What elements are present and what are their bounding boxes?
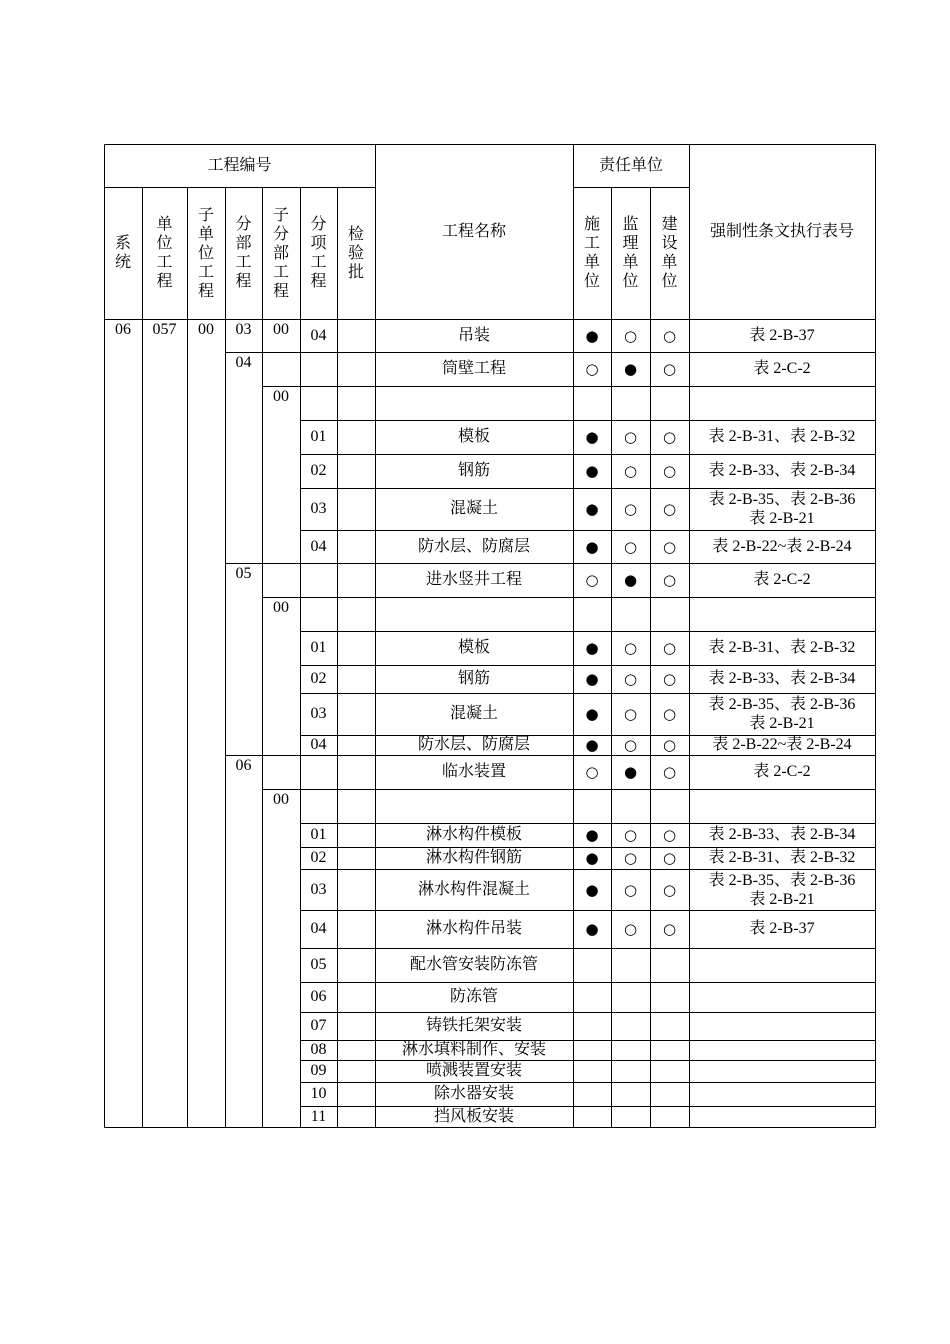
project-name-cell bbox=[375, 597, 573, 631]
supervision-unit-mark bbox=[611, 948, 650, 982]
mandatory-table-ref bbox=[689, 982, 875, 1012]
construction-unit-mark: ● bbox=[585, 537, 599, 556]
item-code bbox=[300, 597, 337, 631]
owner-unit-mark bbox=[650, 386, 689, 420]
mandatory-table-ref: 表 2-B-31、表 2-B-32 bbox=[708, 428, 856, 445]
item-code: 04 bbox=[310, 920, 327, 937]
construction-unit-mark: ● bbox=[585, 500, 599, 518]
project-name-cell: 混凝土 bbox=[449, 500, 498, 517]
code-subdivision: 00 bbox=[273, 388, 289, 405]
construction-unit-mark: ● bbox=[585, 920, 599, 938]
header-responsible: 责任单位 bbox=[598, 156, 663, 174]
item-code: 03 bbox=[310, 880, 327, 898]
owner-unit-mark: ○ bbox=[662, 880, 677, 899]
construction-unit-mark bbox=[573, 1040, 611, 1060]
item-code: 09 bbox=[310, 1062, 327, 1079]
owner-unit-mark: ○ bbox=[662, 360, 677, 378]
code-unit: 057 bbox=[152, 321, 177, 338]
owner-unit-mark: ○ bbox=[662, 920, 677, 938]
mandatory-table-ref bbox=[689, 597, 875, 631]
supervision-unit-mark: ● bbox=[623, 763, 638, 781]
owner-unit-mark: ○ bbox=[662, 670, 677, 688]
supervision-unit-mark: ○ bbox=[623, 537, 638, 556]
project-name-cell: 钢筋 bbox=[457, 462, 490, 479]
item-code: 01 bbox=[310, 428, 327, 445]
mandatory-table-ref: 表 2-B-33、表 2-B-34 bbox=[708, 462, 856, 479]
owner-unit-mark bbox=[650, 948, 689, 982]
construction-unit-mark bbox=[573, 1060, 611, 1082]
mandatory-table-ref: 表 2-B-31、表 2-B-32 bbox=[708, 849, 856, 866]
owner-unit-mark: ○ bbox=[662, 537, 677, 556]
header-code-col: 分部工程 bbox=[235, 216, 252, 290]
code-system: 06 bbox=[115, 321, 131, 338]
item-code: 01 bbox=[310, 826, 327, 843]
project-name-cell: 防水层、防腐层 bbox=[417, 537, 530, 555]
mandatory-table-ref: 表 2-B-22~表 2-B-24 bbox=[712, 537, 852, 555]
mandatory-table-ref bbox=[689, 386, 875, 420]
owner-unit-mark: ○ bbox=[662, 428, 677, 446]
mandatory-table-ref bbox=[689, 948, 875, 982]
item-code: 07 bbox=[310, 1017, 327, 1034]
item-code: 01 bbox=[310, 639, 327, 656]
construction-unit-mark: ● bbox=[585, 428, 599, 446]
owner-unit-mark: ○ bbox=[662, 571, 677, 589]
item-code: 11 bbox=[310, 1107, 327, 1125]
owner-unit-mark bbox=[650, 982, 689, 1012]
project-name-cell: 喷溅装置安装 bbox=[425, 1062, 522, 1079]
mandatory-table-ref: 表 2-C-2 bbox=[753, 360, 811, 377]
code-subunit: 00 bbox=[198, 321, 214, 338]
project-name-cell: 临水装置 bbox=[441, 763, 506, 780]
code-subdivision: 00 bbox=[273, 599, 289, 616]
supervision-unit-mark: ○ bbox=[623, 705, 638, 723]
header-code-col: 子分部工程 bbox=[273, 206, 290, 300]
supervision-unit-mark: ○ bbox=[623, 849, 638, 867]
item-code: 03 bbox=[310, 705, 327, 722]
construction-unit-mark: ● bbox=[585, 462, 599, 480]
header-resp-col: 监理单位 bbox=[622, 216, 639, 290]
owner-unit-mark bbox=[650, 1060, 689, 1082]
owner-unit-mark bbox=[650, 1082, 689, 1106]
owner-unit-mark bbox=[650, 1012, 689, 1040]
project-name-cell: 配水管安装防冻管 bbox=[409, 956, 538, 973]
code-division: 05 bbox=[235, 565, 252, 582]
project-name-cell: 吊装 bbox=[457, 326, 490, 344]
owner-unit-mark: ○ bbox=[662, 736, 677, 754]
supervision-unit-mark bbox=[611, 1012, 650, 1040]
mandatory-table-ref bbox=[689, 1082, 875, 1106]
supervision-unit-mark: ○ bbox=[623, 639, 638, 657]
mandatory-table-ref: 表 2-B-33、表 2-B-34 bbox=[708, 670, 856, 687]
supervision-unit-mark bbox=[611, 1082, 650, 1106]
construction-unit-mark bbox=[573, 386, 611, 420]
mandatory-table-ref bbox=[689, 789, 875, 823]
code-division: 03 bbox=[235, 321, 252, 338]
code-division: 04 bbox=[235, 354, 252, 371]
mandatory-table-ref bbox=[689, 1040, 875, 1060]
mandatory-table-ref: 表 2-B-37 bbox=[749, 326, 815, 344]
construction-unit-mark bbox=[573, 789, 611, 823]
mandatory-table-ref bbox=[689, 1012, 875, 1040]
item-code: 10 bbox=[310, 1085, 327, 1102]
item-code: 04 bbox=[310, 537, 327, 555]
mandatory-table-ref: 表 2-C-2 bbox=[753, 763, 811, 780]
construction-unit-mark: ● bbox=[585, 849, 599, 867]
mandatory-table-ref bbox=[689, 693, 875, 735]
owner-unit-mark bbox=[650, 1106, 689, 1127]
construction-unit-mark: ● bbox=[585, 826, 599, 844]
owner-unit-mark bbox=[650, 597, 689, 631]
construction-unit-mark: ● bbox=[585, 705, 599, 723]
item-code: 05 bbox=[310, 956, 327, 973]
supervision-unit-mark: ● bbox=[623, 360, 638, 378]
project-name-cell: 筒壁工程 bbox=[441, 360, 506, 377]
mandatory-table-ref: 表 2-B-22~表 2-B-24 bbox=[712, 736, 852, 753]
project-code-table bbox=[104, 144, 876, 1128]
supervision-unit-mark: ○ bbox=[623, 880, 638, 899]
supervision-unit-mark: ○ bbox=[623, 736, 638, 754]
header-resp-col: 施工单位 bbox=[584, 216, 601, 290]
item-code bbox=[300, 386, 337, 420]
supervision-unit-mark: ● bbox=[623, 571, 638, 589]
item-code: 02 bbox=[310, 670, 327, 687]
construction-unit-mark bbox=[573, 1106, 611, 1127]
project-name-cell: 钢筋 bbox=[457, 670, 490, 687]
mandatory-table-ref-line: 表 2-B-35、表 2-B-36 bbox=[708, 491, 856, 508]
construction-unit-mark: ● bbox=[585, 639, 599, 657]
mandatory-table-ref-line: 表 2-B-35、表 2-B-36 bbox=[708, 696, 856, 713]
header-code-col: 单位工程 bbox=[156, 216, 173, 290]
header-code-col: 分项工程 bbox=[310, 216, 327, 290]
construction-unit-mark: ● bbox=[585, 880, 599, 899]
supervision-unit-mark: ○ bbox=[623, 500, 638, 518]
code-division: 06 bbox=[235, 757, 252, 774]
supervision-unit-mark bbox=[611, 1040, 650, 1060]
mandatory-table-ref-line: 表 2-B-21 bbox=[749, 715, 815, 732]
owner-unit-mark: ○ bbox=[662, 705, 677, 723]
construction-unit-mark: ○ bbox=[585, 571, 599, 589]
owner-unit-mark bbox=[650, 1040, 689, 1060]
construction-unit-mark: ● bbox=[585, 670, 599, 688]
header-project-code: 工程编号 bbox=[207, 156, 272, 174]
header-code-col: 子单位工程 bbox=[198, 206, 215, 300]
project-name-cell bbox=[375, 789, 573, 823]
mandatory-table-ref-line: 表 2-B-35、表 2-B-36 bbox=[708, 871, 856, 889]
mandatory-table-ref-line: 表 2-B-21 bbox=[749, 890, 815, 908]
item-code: 02 bbox=[310, 462, 327, 479]
item-code bbox=[300, 563, 337, 597]
item-code bbox=[300, 789, 337, 823]
supervision-unit-mark bbox=[611, 1060, 650, 1082]
mandatory-table-ref bbox=[689, 488, 875, 530]
mandatory-table-ref: 表 2-B-31、表 2-B-32 bbox=[708, 639, 856, 656]
construction-unit-mark bbox=[573, 1012, 611, 1040]
construction-unit-mark bbox=[573, 597, 611, 631]
construction-unit-mark bbox=[573, 982, 611, 1012]
code-subdivision: 00 bbox=[273, 791, 289, 808]
header-project-name: 工程名称 bbox=[441, 222, 506, 240]
supervision-unit-mark bbox=[611, 789, 650, 823]
supervision-unit-mark bbox=[611, 982, 650, 1012]
header-resp-col: 建设单位 bbox=[661, 216, 678, 290]
item-code: 04 bbox=[310, 736, 327, 753]
item-code: 06 bbox=[310, 988, 327, 1005]
item-code: 04 bbox=[310, 326, 327, 344]
project-name-cell: 模板 bbox=[457, 428, 490, 445]
supervision-unit-mark: ○ bbox=[623, 920, 638, 938]
owner-unit-mark: ○ bbox=[662, 462, 677, 480]
header-code-col: 系统 bbox=[115, 235, 132, 271]
owner-unit-mark: ○ bbox=[662, 849, 677, 867]
project-name-cell: 淋水构件吊装 bbox=[425, 920, 522, 937]
supervision-unit-mark: ○ bbox=[623, 326, 638, 345]
supervision-unit-mark bbox=[611, 597, 650, 631]
owner-unit-mark: ○ bbox=[662, 326, 677, 345]
construction-unit-mark: ● bbox=[585, 736, 599, 754]
mandatory-table-ref: 表 2-B-37 bbox=[749, 920, 815, 937]
owner-unit-mark bbox=[650, 789, 689, 823]
project-name-cell: 挡风板安装 bbox=[433, 1107, 514, 1125]
supervision-unit-mark bbox=[611, 386, 650, 420]
construction-unit-mark: ● bbox=[585, 326, 599, 345]
header-mandatory-table: 强制性条文执行表号 bbox=[709, 222, 854, 240]
project-name-cell: 防冻管 bbox=[449, 988, 498, 1005]
code-subdivision: 00 bbox=[273, 321, 289, 338]
item-code: 02 bbox=[310, 849, 327, 866]
supervision-unit-mark: ○ bbox=[623, 670, 638, 688]
project-name-cell: 模板 bbox=[457, 639, 490, 656]
owner-unit-mark: ○ bbox=[662, 639, 677, 657]
item-code: 03 bbox=[310, 500, 327, 517]
mandatory-table-ref-line: 表 2-B-21 bbox=[749, 510, 815, 527]
construction-unit-mark: ○ bbox=[585, 360, 599, 378]
project-name-cell: 除水器安装 bbox=[433, 1085, 514, 1102]
owner-unit-mark: ○ bbox=[662, 500, 677, 518]
item-code: 08 bbox=[310, 1041, 327, 1058]
project-name-cell: 混凝土 bbox=[449, 705, 498, 722]
mandatory-table-ref bbox=[689, 1060, 875, 1082]
project-name-cell: 淋水填料制作、安装 bbox=[401, 1041, 546, 1058]
supervision-unit-mark: ○ bbox=[623, 826, 638, 844]
project-name-cell: 淋水构件钢筋 bbox=[425, 849, 522, 866]
mandatory-table-ref: 表 2-B-33、表 2-B-34 bbox=[708, 826, 856, 843]
header-code-col: 检验批 bbox=[348, 225, 365, 281]
mandatory-table-ref bbox=[689, 869, 875, 910]
item-code bbox=[300, 352, 337, 386]
supervision-unit-mark: ○ bbox=[623, 428, 638, 446]
construction-unit-mark bbox=[573, 1082, 611, 1106]
owner-unit-mark: ○ bbox=[662, 763, 677, 781]
construction-unit-mark: ○ bbox=[585, 763, 599, 781]
owner-unit-mark: ○ bbox=[662, 826, 677, 844]
project-name-cell bbox=[375, 386, 573, 420]
supervision-unit-mark: ○ bbox=[623, 462, 638, 480]
project-name-cell: 淋水构件模板 bbox=[425, 826, 522, 843]
project-name-cell: 进水竖井工程 bbox=[425, 571, 522, 588]
project-name-cell: 防水层、防腐层 bbox=[417, 736, 530, 753]
mandatory-table-ref: 表 2-C-2 bbox=[753, 571, 811, 588]
mandatory-table-ref bbox=[689, 1106, 875, 1127]
supervision-unit-mark bbox=[611, 1106, 650, 1127]
item-code bbox=[300, 755, 337, 789]
project-name-cell: 淋水构件混凝土 bbox=[417, 880, 530, 898]
project-name-cell: 铸铁托架安装 bbox=[425, 1017, 522, 1034]
construction-unit-mark bbox=[573, 948, 611, 982]
